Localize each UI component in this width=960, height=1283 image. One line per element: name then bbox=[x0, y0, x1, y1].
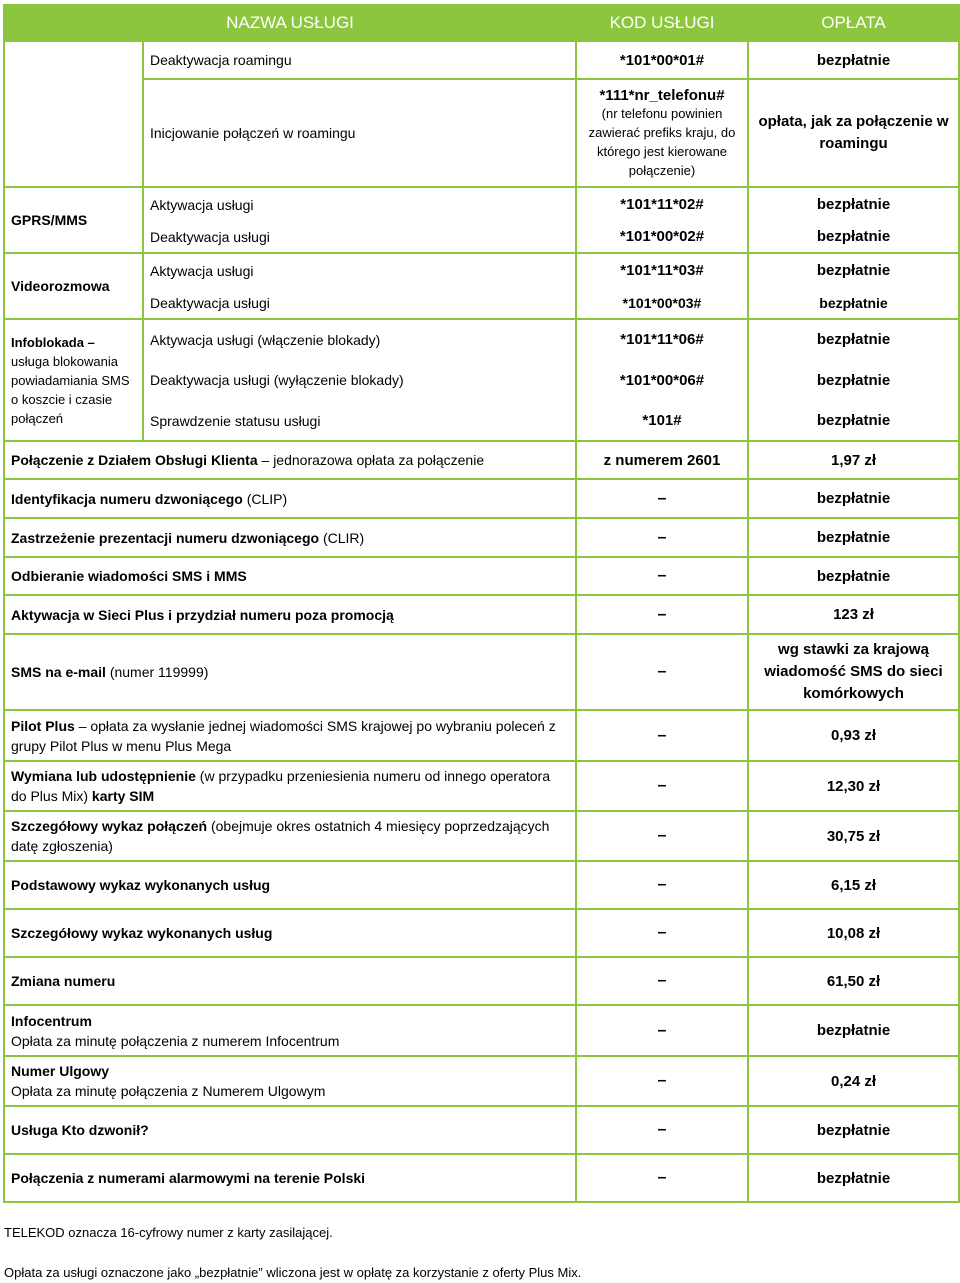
table-row bbox=[4, 557, 959, 595]
name-bold: Infocentrum bbox=[11, 1012, 92, 1029]
service-name: Aktywacja usługi bbox=[143, 187, 576, 221]
group-infoblokada bbox=[4, 319, 143, 441]
service-code: – bbox=[576, 479, 748, 518]
name-rest: (w przypadku przeniesienia numeru od innego operatora do Plus Mix) bbox=[11, 768, 550, 804]
name-bold: karty SIM bbox=[91, 788, 155, 804]
service-fee: opłata, jak za połączenie w roamingu bbox=[748, 79, 959, 187]
service-fee: bezpłatnie bbox=[748, 479, 959, 518]
service-code: – bbox=[576, 595, 748, 634]
service-code: – bbox=[576, 909, 748, 957]
footer-telekod: TELEKOD oznacza 16-cyfrowy numer z karty zasilającej. bbox=[4, 1225, 333, 1240]
service-code: *101*00*01# bbox=[576, 41, 748, 79]
service-name bbox=[4, 811, 576, 861]
service-name: Połączenia z numerami alarmowymi na terenie Polski bbox=[4, 1154, 576, 1202]
service-fee: bezpłatnie bbox=[748, 287, 959, 319]
service-fee: bezpłatnie bbox=[748, 557, 959, 595]
service-name bbox=[4, 634, 576, 710]
name-rest: Opłata za minutę połączenia z Numerem Ulgowym bbox=[11, 1083, 326, 1099]
service-code: *101*11*06# bbox=[576, 319, 748, 359]
service-fee: 12,30 zł bbox=[748, 761, 959, 811]
service-code: *101*00*02# bbox=[576, 221, 748, 253]
service-name bbox=[4, 518, 576, 557]
service-name: Deaktywacja usługi (wyłączenie blokady) bbox=[143, 359, 576, 401]
service-fee: bezpłatnie bbox=[748, 359, 959, 401]
service-name: Aktywacja usługi bbox=[143, 253, 576, 287]
service-fee: bezpłatnie bbox=[748, 1005, 959, 1056]
service-fee: wg stawki za krajową wiadomość SMS do sieci komórkowych bbox=[748, 634, 959, 710]
table-row bbox=[4, 79, 959, 187]
service-name: Deaktywacja roamingu bbox=[143, 41, 576, 79]
service-code: *101*11*02# bbox=[576, 187, 748, 221]
service-code: *101*00*03# bbox=[576, 287, 748, 319]
name-rest: (CLIR) bbox=[322, 529, 365, 546]
service-name: Szczegółowy wykaz wykonanych usług bbox=[4, 909, 576, 957]
name-bold: Szczegółowy wykaz połączeń bbox=[11, 818, 208, 834]
name-rest: – opłata za wysłanie jednej wiadomości SMS krajowej po wybraniu poleceń z grupy Pilot Plus w menu Plus Mega bbox=[11, 717, 556, 754]
service-fee: bezpłatnie bbox=[748, 319, 959, 359]
group-desc: usługa blokowania powiadamiania SMS o koszcie i czasie połączeń bbox=[11, 353, 130, 426]
service-name bbox=[4, 441, 576, 479]
service-name: Deaktywacja usługi bbox=[143, 287, 576, 319]
header-service: NAZWA USŁUGI bbox=[4, 5, 576, 41]
name-bold: Zastrzeżenie prezentacji numeru dzwoniącego bbox=[11, 529, 320, 546]
group-gprs: GPRS/MMS bbox=[4, 187, 143, 253]
header-fee: OPŁATA bbox=[748, 5, 959, 41]
service-code: – bbox=[576, 811, 748, 861]
service-fee: 61,50 zł bbox=[748, 957, 959, 1005]
service-name: Usługa Kto dzwonił? bbox=[4, 1106, 576, 1154]
group-video: Videorozmowa bbox=[4, 253, 143, 319]
service-code: – bbox=[576, 1106, 748, 1154]
header-code: KOD USŁUGI bbox=[576, 5, 748, 41]
name-bold: Połączenie z Działem Obsługi Klienta bbox=[11, 452, 258, 468]
service-code: – bbox=[576, 710, 748, 761]
table-row bbox=[4, 1056, 959, 1106]
service-name: Odbieranie wiadomości SMS i MMS bbox=[4, 557, 576, 595]
service-code: z numerem 2601 bbox=[576, 441, 748, 479]
name-rest: (CLIP) bbox=[246, 490, 288, 507]
service-fee: bezpłatnie bbox=[748, 187, 959, 221]
service-fee: 0,93 zł bbox=[748, 710, 959, 761]
name-rest: – jednorazowa opłata za połączenie bbox=[261, 452, 485, 468]
table-row bbox=[4, 479, 959, 518]
name-bold: SMS na e-mail bbox=[11, 664, 106, 680]
service-code bbox=[576, 79, 748, 187]
service-fee: 10,08 zł bbox=[748, 909, 959, 957]
table-row bbox=[4, 634, 959, 710]
service-code: – bbox=[576, 861, 748, 909]
name-bold: Wymiana lub udostępnienie bbox=[11, 768, 196, 784]
table-row bbox=[4, 595, 959, 634]
table-row bbox=[4, 287, 959, 319]
service-code: – bbox=[576, 518, 748, 557]
table-row bbox=[4, 401, 959, 441]
code-main: *111*nr_telefonu# bbox=[599, 86, 725, 104]
service-fee: 6,15 zł bbox=[748, 861, 959, 909]
service-code: – bbox=[576, 1056, 748, 1106]
service-name: Deaktywacja usługi bbox=[143, 221, 576, 253]
code-note: (nr telefonu powinien zawierać prefiks kraju, do którego jest kierowane połączenie) bbox=[588, 105, 736, 178]
service-name bbox=[4, 1056, 576, 1106]
service-name bbox=[4, 1005, 576, 1056]
name-rest: (numer 119999) bbox=[109, 664, 209, 680]
table-row bbox=[4, 1005, 959, 1056]
service-code: *101*11*03# bbox=[576, 253, 748, 287]
table-row bbox=[4, 41, 959, 79]
table-row bbox=[4, 811, 959, 861]
table-row bbox=[4, 861, 959, 909]
group-title: Infoblokada – bbox=[11, 334, 95, 350]
service-name bbox=[4, 761, 576, 811]
table-row bbox=[4, 710, 959, 761]
service-code: – bbox=[576, 761, 748, 811]
service-fee: bezpłatnie bbox=[748, 1106, 959, 1154]
service-name: Inicjowanie połączeń w roamingu bbox=[143, 79, 576, 187]
name-rest: Opłata za minutę połączenia z numerem Infocentrum bbox=[11, 1032, 340, 1049]
service-code: – bbox=[576, 1154, 748, 1202]
service-fee: 30,75 zł bbox=[748, 811, 959, 861]
service-name: Podstawowy wykaz wykonanych usług bbox=[4, 861, 576, 909]
service-fee: bezpłatnie bbox=[748, 401, 959, 441]
service-fee: 123 zł bbox=[748, 595, 959, 634]
table-row bbox=[4, 909, 959, 957]
price-table bbox=[3, 4, 960, 1203]
service-code: – bbox=[576, 634, 748, 710]
footer-free-note: Opłata za usługi oznaczone jako „bezpłatnie” wliczona jest w opłatę za korzystanie z oferty Plus Mix. bbox=[4, 1265, 582, 1280]
group-roaming bbox=[4, 41, 143, 187]
service-fee: 0,24 zł bbox=[748, 1056, 959, 1106]
service-name: Sprawdzenie statusu usługi bbox=[143, 401, 576, 441]
name-rest: (obejmuje okres ostatnich 4 miesięcy poprzedzających datę zgłoszenia) bbox=[11, 818, 550, 854]
service-code: – bbox=[576, 1005, 748, 1056]
service-code: – bbox=[576, 957, 748, 1005]
name-bold: Pilot Plus bbox=[11, 717, 75, 734]
service-fee: bezpłatnie bbox=[748, 1154, 959, 1202]
table-row bbox=[4, 518, 959, 557]
service-code: – bbox=[576, 557, 748, 595]
service-fee: bezpłatnie bbox=[748, 253, 959, 287]
name-bold: Numer Ulgowy bbox=[11, 1063, 110, 1079]
service-fee: bezpłatnie bbox=[748, 41, 959, 79]
service-name bbox=[4, 710, 576, 761]
service-code: *101*00*06# bbox=[576, 359, 748, 401]
table-row bbox=[4, 1154, 959, 1202]
service-fee: 1,97 zł bbox=[748, 441, 959, 479]
service-fee: bezpłatnie bbox=[748, 221, 959, 253]
service-name: Aktywacja w Sieci Plus i przydział numeru poza promocją bbox=[4, 595, 576, 634]
table-row bbox=[4, 187, 959, 221]
table-row bbox=[4, 761, 959, 811]
table-row bbox=[4, 1106, 959, 1154]
service-name: Zmiana numeru bbox=[4, 957, 576, 1005]
table-row bbox=[4, 359, 959, 401]
table-row bbox=[4, 957, 959, 1005]
service-code: *101# bbox=[576, 401, 748, 441]
table-row bbox=[4, 253, 959, 287]
service-fee: bezpłatnie bbox=[748, 518, 959, 557]
name-bold: Identyfikacja numeru dzwoniącego bbox=[11, 490, 243, 507]
table-header bbox=[4, 5, 959, 41]
table-row bbox=[4, 319, 959, 359]
table-row bbox=[4, 441, 959, 479]
service-name: Aktywacja usługi (włączenie blokady) bbox=[143, 319, 576, 359]
table-row bbox=[4, 221, 959, 253]
service-name bbox=[4, 479, 576, 518]
